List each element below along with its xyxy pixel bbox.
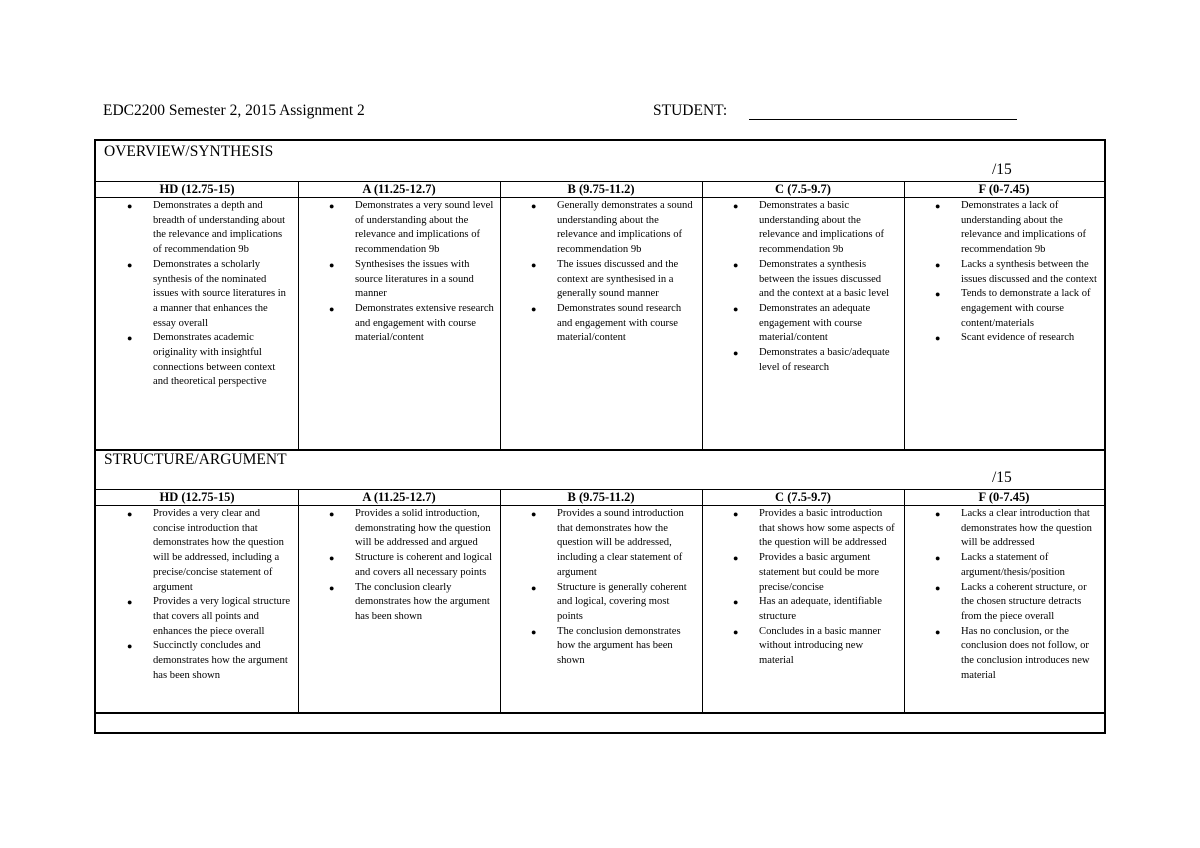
criteria-cell	[96, 507, 292, 683]
criteria-list	[500, 507, 696, 669]
bullet-icon: ●	[733, 259, 739, 270]
bullet-icon: ●	[935, 289, 941, 300]
bullet-icon: ●	[127, 333, 133, 344]
criteria-item	[298, 199, 494, 258]
criteria-list	[298, 199, 494, 346]
criteria-item	[702, 595, 898, 624]
criteria-item	[904, 507, 1098, 551]
criteria-list	[298, 507, 494, 625]
document-title: EDC2200 Semester 2, 2015 Assignment 2	[103, 102, 365, 119]
section-mark: /15	[992, 469, 1012, 486]
student-label: STUDENT:	[653, 102, 728, 119]
bullet-icon: ●	[733, 553, 739, 564]
grade-heading: B (9.75-11.2)	[567, 182, 635, 196]
criteria-list	[702, 199, 898, 375]
criteria-item	[96, 331, 292, 390]
criteria-item	[904, 625, 1098, 684]
criteria-item	[500, 302, 696, 346]
bullet-icon: ●	[329, 259, 335, 270]
criteria-list	[96, 507, 292, 683]
rubric-section	[96, 449, 1104, 712]
grade-heading: C (7.5-9.7)	[775, 182, 831, 196]
criteria-text: Provides a solid introduction, demonstrating how the question will be addressed and argued	[355, 508, 491, 549]
bullet-icon: ●	[127, 201, 133, 211]
section-title: OVERVIEW/SYNTHESIS	[104, 143, 274, 160]
criteria-item	[96, 258, 292, 332]
bullet-icon: ●	[935, 582, 941, 593]
criteria-text: Structure is coherent and logical and covers all necessary points	[355, 552, 493, 578]
criteria-text: The conclusion clearly demonstrates how the argument has been shown	[355, 581, 490, 622]
criteria-item	[96, 639, 292, 683]
criteria-text: Demonstrates a basic/adequate level of research	[759, 347, 890, 373]
criteria-cell	[702, 199, 898, 375]
document-header	[103, 102, 1017, 126]
criteria-text: Lacks a synthesis between the issues discussed and the context	[961, 258, 1097, 285]
criteria-text: Demonstrates sound research and engagement with course material/content	[557, 302, 682, 344]
criteria-item	[702, 199, 898, 258]
criteria-text: Generally demonstrates a sound understanding about the relevance and implications of recommendation 9b	[557, 200, 693, 256]
grade-heading: B (9.75-11.2)	[567, 490, 635, 504]
criteria-list	[702, 507, 898, 669]
criteria-text: Has no conclusion, or the conclusion does not follow, or the conclusion introduces new material	[961, 625, 1090, 681]
bullet-icon: ●	[733, 597, 739, 608]
criteria-item	[500, 258, 696, 302]
grade-heading: A (11.25-12.7)	[362, 490, 436, 504]
bullet-icon: ●	[733, 201, 739, 211]
bullet-icon: ●	[935, 553, 941, 564]
bullet-icon: ●	[329, 201, 335, 211]
bullet-icon: ●	[733, 626, 739, 637]
bullet-icon: ●	[531, 259, 537, 270]
criteria-cell	[500, 199, 696, 346]
rubric-section	[96, 141, 1104, 449]
bullet-icon: ●	[531, 201, 537, 211]
bullet-icon: ●	[935, 201, 941, 211]
criteria-item	[96, 199, 292, 258]
bullet-icon: ●	[935, 509, 941, 519]
criteria-item	[298, 507, 494, 551]
criteria-text: Concludes in a basic manner without introducing new material	[759, 625, 881, 667]
criteria-item	[904, 551, 1098, 580]
grade-heading: A (11.25-12.7)	[362, 182, 436, 196]
header-row-bottom-border	[96, 505, 1104, 506]
criteria-text: Provides a sound introduction that demonstrates how the question will be addressed, including a clear statement of argument	[557, 508, 684, 578]
criteria-cell	[500, 507, 696, 669]
bullet-icon: ●	[935, 626, 941, 637]
criteria-text: Provides a basic introduction that shows how some aspects of the question will be addressed	[759, 508, 895, 549]
bullet-icon: ●	[531, 303, 537, 314]
bullet-icon: ●	[329, 509, 335, 519]
criteria-cell	[96, 199, 292, 390]
criteria-text: Structure is generally coherent and logical, covering most points	[557, 581, 687, 622]
grade-heading: F (0-7.45)	[978, 490, 1030, 504]
criteria-item	[904, 581, 1098, 625]
bullet-icon: ●	[127, 509, 133, 519]
section-title: STRUCTURE/ARGUMENT	[104, 451, 287, 468]
criteria-text: Lacks a coherent structure, or the chosen structure detracts from the piece overall	[961, 581, 1087, 622]
criteria-item	[500, 581, 696, 625]
section-mark: /15	[992, 161, 1012, 178]
criteria-text: Provides a very clear and concise introduction that demonstrates how the question will be addressed, including a precise/concise statement of argument	[153, 508, 284, 593]
criteria-item	[298, 581, 494, 625]
criteria-text: Demonstrates a very sound level of understanding about the relevance and implications of recommendation 9b	[355, 200, 494, 256]
criteria-text: Demonstrates extensive research and engagement with course material/content	[355, 302, 494, 344]
grade-heading: HD (12.75-15)	[159, 490, 235, 504]
criteria-cell	[904, 507, 1098, 683]
criteria-item	[702, 258, 898, 302]
criteria-text: Provides a basic argument statement but could be more precise/concise	[759, 552, 880, 593]
bullet-icon: ●	[531, 509, 537, 519]
criteria-text: Demonstrates academic originality with insightful connections between context and theoretical perspective	[153, 332, 276, 388]
criteria-text: Has an adequate, identifiable structure	[759, 596, 882, 622]
criteria-item	[96, 507, 292, 595]
criteria-item	[702, 302, 898, 346]
criteria-item	[702, 551, 898, 595]
criteria-item	[702, 507, 898, 551]
criteria-cell	[298, 199, 494, 346]
bullet-icon: ●	[127, 641, 133, 652]
criteria-item	[702, 346, 898, 375]
criteria-item	[904, 331, 1098, 346]
criteria-item	[298, 302, 494, 346]
section-separator	[96, 712, 1104, 714]
bullet-icon: ●	[733, 303, 739, 314]
criteria-text: Provides a very logical structure that covers all points and enhances the piece overall	[153, 596, 291, 637]
criteria-cell	[298, 507, 494, 625]
bullet-icon: ●	[733, 348, 739, 359]
criteria-list	[904, 199, 1098, 346]
bullet-icon: ●	[329, 582, 335, 593]
student-name-line	[749, 119, 1017, 120]
criteria-item	[904, 287, 1098, 331]
bullet-icon: ●	[127, 259, 133, 270]
bullet-icon: ●	[329, 303, 335, 314]
criteria-item	[500, 199, 696, 258]
bullet-icon: ●	[935, 333, 941, 344]
criteria-cell	[904, 199, 1098, 346]
criteria-text: Demonstrates a scholarly synthesis of the nominated issues with source literatures in a manner that enhances the essay overall	[153, 258, 286, 329]
criteria-item	[298, 258, 494, 302]
bullet-icon: ●	[935, 259, 941, 270]
criteria-text: Succinctly concludes and demonstrates how the argument has been shown	[153, 640, 288, 681]
bullet-icon: ●	[127, 597, 133, 608]
criteria-list	[904, 507, 1098, 683]
criteria-item	[904, 258, 1098, 287]
bullet-icon: ●	[531, 626, 537, 637]
criteria-text: Synthesises the issues with source literatures in a sound manner	[355, 258, 474, 300]
header-row-bottom-border	[96, 197, 1104, 198]
bullet-icon: ●	[531, 582, 537, 593]
criteria-item	[500, 625, 696, 669]
criteria-text: The issues discussed and the context are synthesised in a generally sound manner	[557, 258, 679, 300]
criteria-item	[96, 595, 292, 639]
bullet-icon: ●	[329, 553, 335, 564]
criteria-text: Demonstrates a lack of understanding about the relevance and implications of recommendation 9b	[961, 200, 1087, 256]
criteria-text: Demonstrates an adequate engagement with course material/content	[759, 302, 871, 344]
criteria-text: Tends to demonstrate a lack of engagement with course content/materials	[961, 288, 1091, 329]
rubric-table	[94, 139, 1106, 734]
criteria-text: Lacks a clear introduction that demonstrates how the question will be addressed	[961, 508, 1092, 549]
criteria-text: Scant evidence of research	[961, 332, 1075, 344]
criteria-list	[500, 199, 696, 346]
criteria-list	[96, 199, 292, 390]
criteria-text: Demonstrates a basic understanding about the relevance and implications of recommendation 9b	[759, 200, 885, 256]
grade-heading: C (7.5-9.7)	[775, 490, 831, 504]
bullet-icon: ●	[733, 509, 739, 519]
criteria-item	[904, 199, 1098, 258]
criteria-text: Lacks a statement of argument/thesis/position	[961, 552, 1065, 578]
criteria-text: The conclusion demonstrates how the argument has been shown	[557, 625, 681, 667]
criteria-item	[500, 507, 696, 581]
criteria-item	[702, 625, 898, 669]
criteria-cell	[702, 507, 898, 669]
criteria-text: Demonstrates a depth and breadth of understanding about the relevance and implications of recommendation 9b	[153, 200, 286, 256]
criteria-item	[298, 551, 494, 580]
grade-heading: HD (12.75-15)	[159, 182, 235, 196]
grade-heading: F (0-7.45)	[978, 182, 1030, 196]
criteria-text: Demonstrates a synthesis between the issues discussed and the context at a basic level	[759, 258, 890, 300]
